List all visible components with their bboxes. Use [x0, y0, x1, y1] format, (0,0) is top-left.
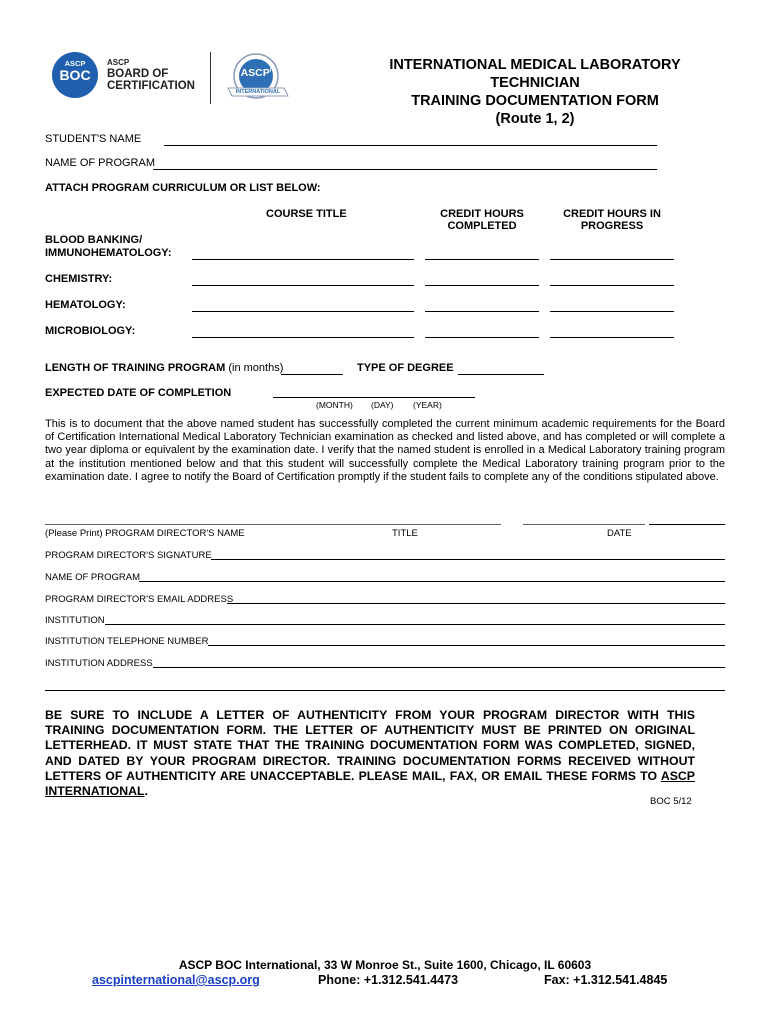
seal-sup: i	[269, 67, 272, 74]
microbiology-course-field[interactable]	[192, 337, 414, 338]
title-line3: TRAINING DOCUMENTATION FORM	[411, 93, 659, 109]
title-line4: (Route 1, 2)	[495, 111, 575, 127]
blood-banking-progress-field[interactable]	[550, 259, 674, 260]
program-name-field-2[interactable]	[139, 581, 725, 582]
col-credit-progress	[548, 208, 676, 232]
col-credit-completed-line2: COMPLETED	[447, 220, 517, 232]
students-name-field[interactable]	[164, 145, 657, 146]
training-length-text: LENGTH OF TRAINING PROGRAM	[45, 362, 226, 374]
ascp-international-seal	[226, 52, 290, 104]
degree-type-field[interactable]	[458, 374, 544, 375]
degree-type-label: TYPE OF DEGREE	[357, 362, 454, 374]
footer-fax: Fax: +1.312.541.4845	[544, 973, 668, 987]
day-hint: (DAY)	[371, 400, 394, 410]
chemistry-progress-field[interactable]	[550, 285, 674, 286]
attach-curriculum-label: ATTACH PROGRAM CURRICULUM OR LIST BELOW:	[45, 182, 321, 194]
col-credit-completed-line1: CREDIT HOURS	[440, 208, 524, 220]
seal-main: ASCP	[240, 67, 270, 79]
col-credit-completed	[422, 208, 542, 232]
blood-banking-course-field[interactable]	[192, 259, 414, 260]
hematology-completed-field[interactable]	[425, 311, 539, 312]
title-line1: INTERNATIONAL MEDICAL LABORATORY	[389, 57, 681, 73]
version-label: BOC 5/12	[650, 796, 692, 807]
institution-phone-label: INSTITUTION TELEPHONE NUMBER	[45, 636, 209, 647]
institution-label: INSTITUTION	[45, 615, 105, 626]
director-name-field[interactable]	[45, 524, 501, 525]
date-label: DATE	[607, 528, 632, 539]
microbiology-progress-field[interactable]	[550, 337, 674, 338]
institution-field[interactable]	[105, 624, 725, 625]
boc-text-line1: ASCP	[107, 58, 130, 67]
blood-banking-completed-field[interactable]	[425, 259, 539, 260]
row-label-line1: BLOOD BANKING/	[45, 234, 143, 246]
institution-address-field-2[interactable]	[45, 690, 725, 691]
authenticity-warning	[45, 708, 695, 799]
boc-text-line2: BOARD OF	[107, 68, 169, 80]
program-name-field[interactable]	[153, 169, 657, 170]
institution-phone-field[interactable]	[208, 645, 725, 646]
students-name-label: STUDENT'S NAME	[45, 133, 142, 145]
row-label-microbiology: MICROBIOLOGY:	[45, 325, 136, 337]
footer-address: ASCP BOC International, 33 W Monroe St., Suite 1600, Chicago, IL 60603	[178, 958, 592, 972]
date-field-a[interactable]	[523, 524, 645, 525]
training-length-unit: (in months)	[228, 362, 284, 374]
director-signature-field[interactable]	[211, 559, 725, 560]
row-label-blood-banking	[45, 234, 172, 260]
chemistry-course-field[interactable]	[192, 285, 414, 286]
director-signature-label: PROGRAM DIRECTOR'S SIGNATURE	[45, 550, 212, 561]
hematology-progress-field[interactable]	[550, 311, 674, 312]
boc-text-line3: CERTIFICATION	[107, 80, 195, 92]
hematology-course-field[interactable]	[192, 311, 414, 312]
institution-address-field[interactable]	[153, 667, 725, 668]
boc-badge-main: BOC	[59, 67, 91, 83]
month-hint: (MONTH)	[316, 400, 353, 410]
expected-completion-field[interactable]	[273, 397, 475, 398]
program-name-label: NAME OF PROGRAM	[45, 157, 156, 169]
boc-badge	[52, 52, 98, 98]
logo-divider	[210, 52, 211, 104]
title-line2: TECHNICIAN	[490, 75, 580, 91]
seal-ribbon-text: INTERNATIONAL	[235, 89, 281, 95]
institution-address-label: INSTITUTION ADDRESS	[45, 658, 153, 669]
footer-email-link[interactable]: ascpinternational@ascp.org	[92, 973, 260, 987]
row-label-line2: IMMUNOHEMATOLOGY:	[45, 247, 172, 259]
row-label-chemistry: CHEMISTRY:	[45, 273, 113, 285]
title-label: TITLE	[392, 528, 418, 539]
year-hint: (YEAR)	[413, 400, 442, 410]
training-length-field[interactable]	[281, 374, 343, 375]
microbiology-completed-field[interactable]	[425, 337, 539, 338]
date-field-b[interactable]	[649, 524, 725, 525]
col-course-title: COURSE TITLE	[266, 208, 347, 220]
row-label-hematology: HEMATOLOGY:	[45, 299, 126, 311]
ascp-international-link[interactable]: ASCP INTERNATIONAL	[45, 768, 695, 799]
director-email-field[interactable]	[227, 603, 725, 604]
expected-completion-label: EXPECTED DATE OF COMPLETION	[45, 387, 232, 399]
seal-main-text	[236, 67, 276, 79]
program-name-label-2: NAME OF PROGRAM	[45, 572, 141, 583]
director-email-label: PROGRAM DIRECTOR'S EMAIL ADDRESS	[45, 594, 234, 605]
chemistry-completed-field[interactable]	[425, 285, 539, 286]
boc-badge-top: ASCP	[64, 59, 86, 68]
warning-end: .	[144, 784, 148, 799]
director-name-label: (Please Print) PROGRAM DIRECTOR'S NAME	[45, 528, 245, 539]
col-credit-progress-line2: PROGRESS	[580, 220, 644, 232]
verification-statement: This is to document that the above named student has successfully completed the current minimum academic requirements for the Board of Certification International Medical Laboratory Technician examination as checked and listed above, and has completed or will complete a two year diploma or equivalent by the examination date. I verify that the named student is enrolled in a Medical Laboratory training program at the institution mentioned below and that this student will successfully complete the Medical Laboratory training program prior to the examination date. I agree to notify the Board of Certification promptly if the student fails to complete any of the conditions stipulated above.	[45, 418, 725, 483]
form-title	[370, 56, 700, 128]
footer-phone: Phone: +1.312.541.4473	[318, 973, 459, 987]
col-credit-progress-line1: CREDIT HOURS IN	[563, 208, 661, 220]
warning-text: BE SURE TO INCLUDE A LETTER OF AUTHENTICITY FROM YOUR PROGRAM DIRECTOR WITH THIS TRAINING DOCUMENTATION FORM. THE LETTER OF AUTHENTICITY MUST BE PRINTED ON ORIGINAL LETTERHEAD. IT MUST STATE THAT THE TRAINING DOCUMENTATION FORM WAS COMPLETED, SIGNED, AND DATED BY YOUR PROGRAM DIRECTOR. TRAINING DOCUMENTATION FORMS RECEIVED WITHOUT LETTERS OF AUTHENTICITY ARE UNACCEPTABLE. PLEASE MAIL, FAX, OR EMAIL THESE FORMS TO	[45, 708, 695, 783]
boc-logo	[52, 52, 202, 98]
training-length-label	[45, 362, 283, 374]
